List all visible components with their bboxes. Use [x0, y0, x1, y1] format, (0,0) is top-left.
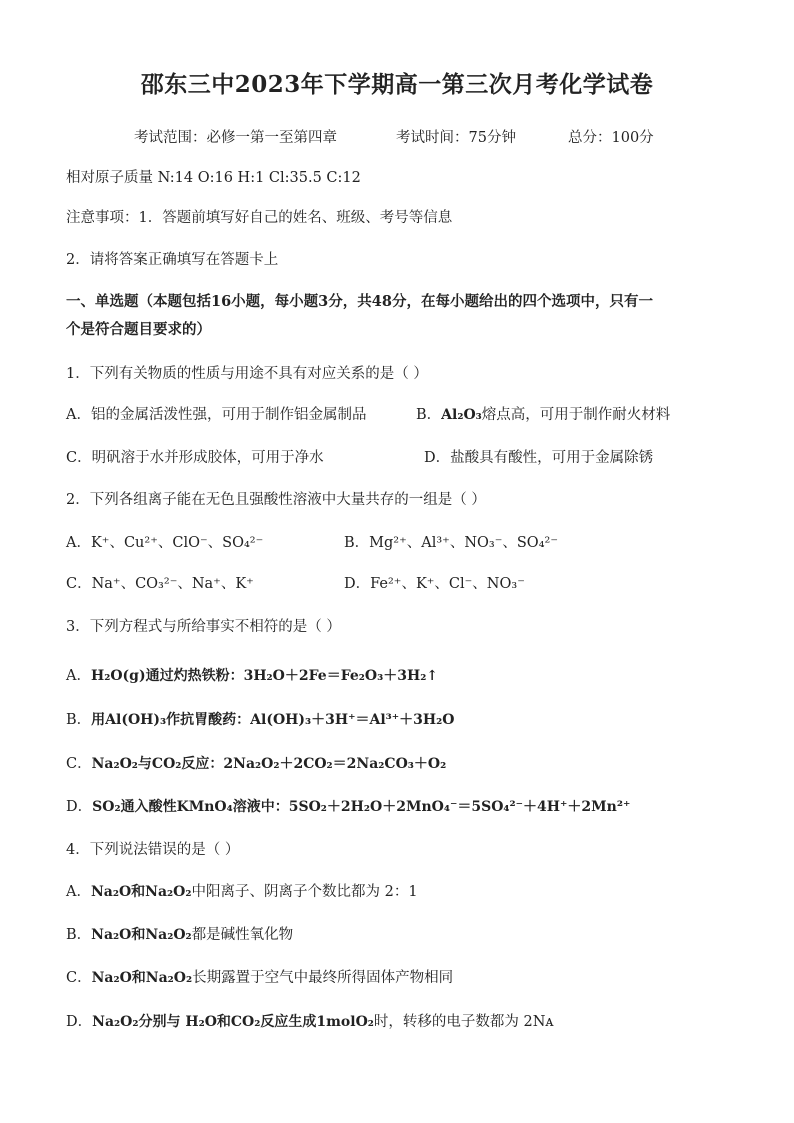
question-4-option-b	[66, 925, 293, 945]
question-3-option-b	[66, 710, 454, 730]
exam-time: 考试时间：75分钟	[396, 130, 516, 146]
option-label: D．	[66, 1014, 93, 1030]
option-label: D．	[66, 799, 93, 815]
option-label: B．	[66, 927, 92, 943]
fact: H₂O(g)通过灼热铁粉：	[90, 668, 244, 684]
equation: 3H₂O＋2Fe＝Fe₂O₃＋3H₂↑	[243, 668, 439, 684]
question-1-option-a: A．铝的金属活泼性强，可用于制作铝金属制品	[66, 407, 367, 423]
option-text: 都是碱性氧化物	[191, 927, 294, 943]
question-1-option-b	[416, 405, 670, 425]
question-1-option-c: C．明矾溶于水并形成胶体，可用于净水	[66, 450, 324, 466]
fact: 用Al(OH)₃作抗胃酸药：	[91, 712, 251, 728]
option-text: 中阳离子、阴离子个数比都为 2：1	[191, 884, 418, 900]
option-label: C．	[66, 756, 92, 772]
question-4-option-a	[66, 882, 418, 902]
formula: Na₂O和Na₂O₂	[90, 884, 192, 900]
section-heading-line-2: 个是符合题目要求的）	[66, 321, 211, 338]
notice-line-1: 注意事项：1．答题前填写好自己的姓名、班级、考号等信息	[66, 210, 453, 226]
question-3-stem: 3．下列方程式与所给事实不相符的是（ ）	[66, 619, 341, 635]
question-4-option-d	[66, 1012, 554, 1032]
question-2-option-c: C．Na⁺、CO₃²⁻、Na⁺、K⁺	[66, 576, 254, 592]
formula: Al₂O₃	[441, 407, 482, 423]
question-3-option-c	[66, 754, 446, 774]
notice-line-2: 2．请将答案正确填写在答题卡上	[66, 252, 279, 268]
fact: SO₂通入酸性KMnO₄溶液中：	[92, 799, 289, 815]
option-label: A．	[66, 884, 91, 900]
atomic-mass-line: 相对原子质量 N:14 O:16 H:1 Cl:35.5 C:12	[66, 170, 361, 186]
option-text: 长期露置于空气中最终所得固体产物相同	[192, 970, 454, 986]
question-3-option-a	[66, 666, 438, 686]
option-label: C．	[66, 970, 92, 986]
question-1-option-d: D．盐酸具有酸性，可用于金属除锈	[424, 450, 654, 466]
equation: 2Na₂O₂＋2CO₂＝2Na₂CO₃＋O₂	[223, 756, 447, 772]
equation: Al(OH)₃＋3H⁺＝Al³⁺＋3H₂O	[250, 712, 455, 728]
question-4-stem: 4．下列说法错误的是（ ）	[66, 842, 240, 858]
question-3-option-d	[66, 797, 630, 817]
option-text: 熔点高，可用于制作耐火材料	[481, 407, 671, 423]
formula: Na₂O₂分别与 H₂O和CO₂反应生成1molO₂	[92, 1014, 374, 1030]
question-2-option-d: D．Fe²⁺、K⁺、Cl⁻、NO₃⁻	[344, 576, 525, 592]
exam-total-score: 总分：100分	[568, 130, 654, 146]
option-label: B．	[416, 407, 442, 423]
option-label: A．	[66, 668, 91, 684]
option-label: B．	[66, 712, 92, 728]
question-4-option-c	[66, 968, 453, 988]
section-heading-line-1: 一、单选题（本题包括16小题，每小题3分，共48分，在每小题给出的四个选项中，只有一	[66, 293, 653, 310]
question-1-stem: 1．下列有关物质的性质与用途不具有对应关系的是（ ）	[66, 366, 428, 382]
exam-title: 邵东三中2023年下学期高一第三次月考化学试卷	[140, 71, 654, 98]
formula: Na₂O和Na₂O₂	[91, 970, 193, 986]
exam-scope: 考试范围：必修一第一至第四章	[134, 130, 337, 146]
question-2-option-a: A．K⁺、Cu²⁺、ClO⁻、SO₄²⁻	[66, 535, 264, 551]
option-text: 时，转移的电子数都为 2Nᴀ	[373, 1014, 554, 1030]
equation: 5SO₂＋2H₂O＋2MnO₄⁻＝5SO₄²⁻＋4H⁺＋2Mn²⁺	[288, 799, 631, 815]
formula: Na₂O和Na₂O₂	[91, 927, 192, 943]
question-2-option-b: B．Mg²⁺、Al³⁺、NO₃⁻、SO₄²⁻	[344, 535, 558, 551]
fact: Na₂O₂与CO₂反应：	[91, 756, 224, 772]
question-2-stem: 2．下列各组离子能在无色且强酸性溶液中大量共存的一组是（ ）	[66, 492, 486, 508]
